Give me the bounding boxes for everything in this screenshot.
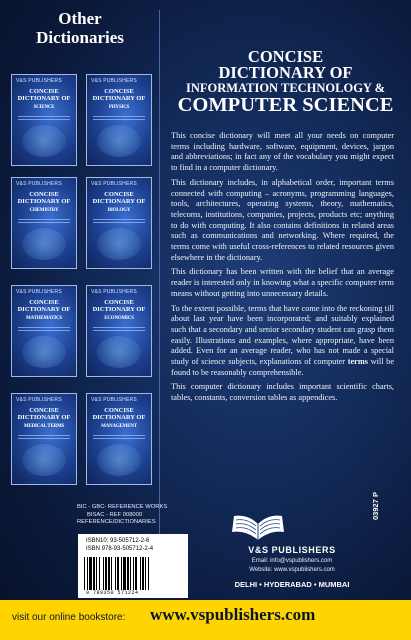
book-line1: CONCISE (104, 191, 134, 198)
book-stripe (18, 327, 70, 328)
book-line2: DICTIONARY OF (92, 414, 146, 421)
catalog-line2: BISAC - REF 008000 (87, 511, 143, 518)
book-cover-medical-terms (11, 393, 77, 485)
book-publisher: V&S PUBLISHERS (16, 78, 62, 84)
catalog-line3: REFERENCE/DICTIONARIES (77, 519, 156, 526)
book-line2: DICTIONARY OF (17, 414, 71, 421)
book-line1: CONCISE (104, 407, 134, 414)
p4-text-before: To the extent possible, terms that have come into the reckoning till about last year have been incorporated; and suitably explained such that a secondary and senior secondary student can grasp them easily. Illustrations and examples, where appropriate, have been added. Even for an average reader, who has not made a special study of science subjects, explanations of computer (171, 303, 394, 367)
footer-website-link[interactable]: www.vspublishers.com (150, 605, 316, 624)
p4-text-after: will be found to be reasonably comprehensible. (171, 357, 395, 377)
isbn13: ISBN 978-93-505712-2-4 (86, 546, 154, 552)
book-title: BIOLOGY (107, 208, 131, 213)
p4-bold-term: terms (347, 357, 368, 367)
book-glow (97, 336, 141, 368)
book-stripe (18, 116, 70, 117)
book-line2: DICTIONARY OF (17, 198, 71, 205)
book-cover-physics (86, 74, 152, 166)
book-cover-management (86, 393, 152, 485)
book-stripe (93, 330, 145, 331)
book-glow (22, 444, 66, 476)
open-book-logo-icon (228, 510, 288, 544)
book-publisher: V&S PUBLISHERS (16, 181, 62, 187)
book-line1: CONCISE (104, 88, 134, 95)
book-stripe (93, 219, 145, 220)
book-stripe (18, 219, 70, 220)
book-cover-chemistry (11, 177, 77, 269)
book-stripe (18, 438, 70, 439)
book-line1: CONCISE (29, 88, 59, 95)
book-publisher: V&S PUBLISHERS (91, 181, 137, 187)
publisher-cities: DELHI • HYDERABAD • MUMBAI (234, 580, 350, 589)
book-line1: CONCISE (104, 299, 134, 306)
title-line1: CONCISE (247, 47, 324, 66)
book-glow (97, 444, 141, 476)
barcode-box (78, 534, 188, 598)
book-line1: CONCISE (29, 299, 59, 306)
book-stripe (18, 330, 70, 331)
sidebar-title-line2: Dictionaries (36, 28, 124, 47)
title-line3: INFORMATION TECHNOLOGY & (185, 81, 386, 95)
book-stripe (93, 435, 145, 436)
book-publisher: V&S PUBLISHERS (16, 289, 62, 295)
catalog-line1: BIC - GBC- REFERENCE WORKS (77, 504, 168, 510)
book-glow (22, 125, 66, 157)
book-line2: DICTIONARY OF (92, 306, 146, 313)
book-stripe (93, 222, 145, 223)
description-paragraph-3: This dictionary has been written with the belief that an average reader is interested only in knowing what a specific computer term means without getting into unnecessary details. (171, 267, 394, 298)
book-title: CHEMISTRY (29, 208, 59, 213)
barcode-bars (84, 557, 182, 590)
publisher-website: Website: www.vspublishers.com (249, 567, 335, 573)
description (171, 131, 394, 408)
catalog-codes (77, 504, 177, 527)
book-title: SCIENCE (33, 105, 55, 110)
book-cover-economics (86, 285, 152, 377)
title-line2: DICTIONARY OF (218, 63, 353, 82)
footer-band (0, 600, 411, 640)
book-cover-mathematics (11, 285, 77, 377)
book-glow (97, 228, 141, 260)
book-publisher: V&S PUBLISHERS (16, 397, 62, 403)
vertical-code: 03927 P (371, 492, 380, 520)
book-publisher: V&S PUBLISHERS (91, 78, 137, 84)
description-paragraph-4 (171, 304, 394, 379)
book-title: MEDICAL TERMS (23, 424, 65, 429)
book-cover-biology (86, 177, 152, 269)
book-line2: DICTIONARY OF (17, 306, 71, 313)
footer-prompt: visit our online bookstore: (12, 612, 126, 623)
book-line2: DICTIONARY OF (92, 198, 146, 205)
book-stripe (93, 119, 145, 120)
book-title: ECONOMICS (104, 316, 134, 321)
book-title: MANAGEMENT (101, 424, 137, 429)
book-stripe (18, 119, 70, 120)
book-line2: DICTIONARY OF (17, 95, 71, 102)
book-line1: CONCISE (29, 407, 59, 414)
barcode-digits: 9 789350 571224 (86, 590, 139, 596)
book-stripe (93, 116, 145, 117)
book-line2: DICTIONARY OF (92, 95, 146, 102)
book-glow (22, 228, 66, 260)
description-paragraph-1: This concise dictionary will meet all your needs on computer terms including hardware, software, equipment, devices, jargon and abbreviations; in fact any of the vocabulary you might expect to find in a computer dictionary. (171, 131, 394, 173)
book-stripe (18, 222, 70, 223)
book-line1: CONCISE (29, 191, 59, 198)
book-stripe (93, 327, 145, 328)
title-line4: COMPUTER SCIENCE (177, 94, 394, 116)
book-publisher: V&S PUBLISHERS (91, 289, 137, 295)
book-stripe (18, 435, 70, 436)
book-stripe (93, 438, 145, 439)
book-title: MATHEMATICS (26, 316, 62, 321)
book-cover-science (11, 74, 77, 166)
isbn10: ISBN10: 93-505712-2-6 (86, 538, 150, 544)
book-glow (97, 125, 141, 157)
publisher-name: V&S PUBLISHERS (248, 545, 336, 555)
description-paragraph-2: This dictionary includes, in alphabetical order, important terms connected with computing – acronyms, programming languages, tools, architectures, operating systems, theory, mathematics, telecoms, institutions, companies, projects, products etc; anything to do with computing. It also contains definitions in related areas such as communications and networking. Where required, the terms come with useful cross-references to related resources given elsewhere in the dictionary. (171, 177, 394, 262)
description-paragraph-5: This computer dictionary includes important scientific charts, tables, constants, conversion tables as appendices. (171, 382, 394, 403)
book-publisher: V&S PUBLISHERS (91, 397, 137, 403)
book-glow (22, 336, 66, 368)
sidebar-title-line1: Other (58, 9, 102, 28)
book-title: PHYSICS (108, 105, 130, 110)
publisher-email: Email: info@vspublishers.com (251, 558, 333, 564)
